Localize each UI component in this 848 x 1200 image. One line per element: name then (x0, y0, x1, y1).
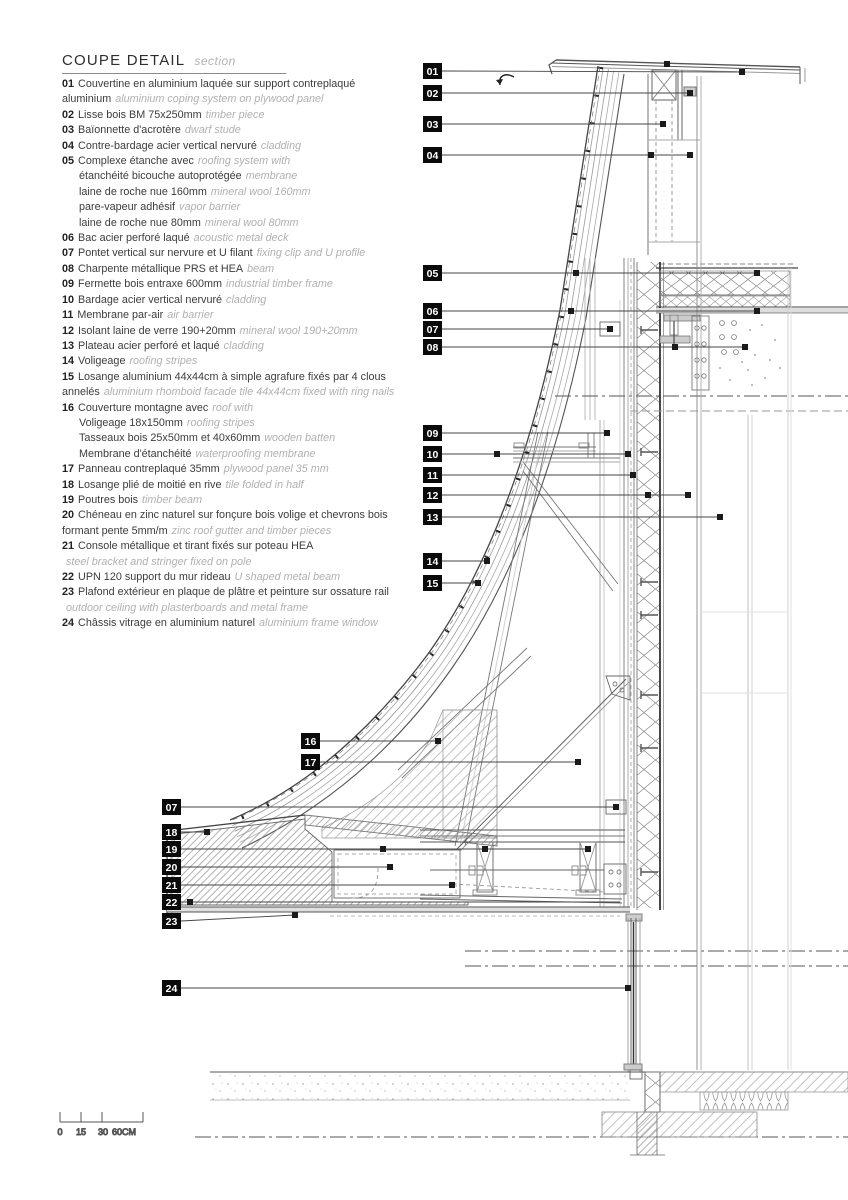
legend-item-english: zinc roof gutter and timber pieces (171, 524, 332, 537)
callout-04 (423, 147, 693, 163)
callout-label: 02 (426, 88, 439, 100)
legend-item-number: 07 (62, 247, 75, 260)
legend-item-french: laine de roche nue 80mm (79, 216, 201, 229)
legend-item-number: 16 (62, 401, 75, 414)
legend-item-number: 09 (62, 278, 75, 291)
legend-item (62, 478, 430, 493)
legend-item-english: acoustic metal deck (193, 232, 289, 245)
legend-item-french: Bardage acier vertical nervuré (78, 293, 223, 306)
legend-item-english: mineral wool 80mm (204, 216, 299, 229)
legend-item-english: roofing stripes (186, 416, 255, 429)
legend-item-english: plywood panel 35 mm (223, 463, 329, 476)
legend-item-french: Lisse bois BM 75x250mm (78, 108, 202, 121)
callout-label: 17 (304, 757, 317, 769)
callout-label: 07 (165, 802, 178, 814)
callout-23 (162, 912, 298, 929)
legend-item-english: steel bracket and stringer fixed on pole (66, 555, 252, 568)
legend-item (62, 277, 430, 292)
flow-arrow-icon (496, 75, 514, 85)
legend-item-number: 08 (62, 262, 75, 275)
title-block (62, 52, 286, 74)
facade-wall (585, 258, 664, 910)
legend-item-number: 17 (62, 463, 75, 476)
callout-09 (423, 425, 610, 441)
flat-roof (656, 264, 848, 313)
legend-item-french: Bac acier perforé laqué (78, 232, 190, 245)
callout-label: 18 (165, 827, 178, 839)
legend-item-english: aluminium coping system on plywood panel (115, 93, 324, 106)
legend-item (62, 524, 430, 539)
legend-item-french: formant pente 5mm/m (62, 524, 168, 537)
legend-item-english: fixing clip and U profile (256, 247, 366, 260)
legend-item-french: Couverture montagne avec (78, 401, 209, 414)
legend-item-french: Couvertine en aluminium laquée sur support contreplaqué (78, 78, 356, 90)
legend-item (62, 92, 430, 107)
legend-item (62, 601, 430, 616)
legend-item-french: Baïonnette d'acrotère (78, 124, 181, 137)
legend-item-english: cladding (260, 139, 302, 152)
legend-item-number: 02 (62, 108, 75, 121)
legend-item-french: Losange plié de moitié en rive (78, 478, 222, 491)
legend-item-english: vapor barrier (179, 201, 241, 214)
scale-label: 15 (75, 1127, 87, 1137)
legend-item (62, 447, 430, 462)
page-subtitle: section (194, 54, 236, 68)
legend-item-number: 18 (62, 478, 75, 491)
callout-label: 08 (426, 342, 439, 354)
callout-08 (423, 339, 748, 355)
callout-label: 07 (426, 324, 439, 336)
legend-item-french: Plateau acier perforé et laqué (78, 339, 220, 352)
legend-item-french: laine de roche nue 160mm (79, 185, 207, 198)
legend-item (62, 493, 430, 508)
legend (62, 77, 430, 632)
legend-item-number: 10 (62, 293, 75, 306)
legend-item (62, 539, 430, 554)
legend-item-english: wooden batten (264, 432, 336, 445)
window-frame (624, 914, 642, 1079)
legend-item (62, 354, 430, 369)
callout-label: 12 (426, 490, 439, 502)
legend-item (62, 416, 430, 431)
legend-item-number: 13 (62, 339, 75, 352)
legend-item-number: 15 (62, 370, 75, 383)
legend-item (62, 185, 430, 200)
steel-connection (660, 315, 781, 390)
legend-item-number: 03 (62, 124, 75, 137)
legend-item-french: Fermette bois entraxe 600mm (78, 278, 223, 291)
callout-label: 09 (426, 428, 439, 440)
legend-item-english: cladding (226, 293, 267, 306)
legend-item-english: industrial timber frame (226, 278, 333, 291)
legend-item-number: 21 (62, 540, 75, 553)
callout-label: 01 (426, 66, 439, 78)
legend-item (62, 246, 430, 261)
ground-foundation (210, 1072, 848, 1155)
legend-item-english: waterproofing membrane (195, 447, 316, 460)
legend-item (62, 262, 430, 277)
legend-item (62, 324, 430, 339)
legend-item-english: aluminium rhomboid facade tile 44x44cm fixed with ring nails (103, 386, 395, 399)
legend-item (62, 508, 430, 523)
legend-item-french: étanchéité bicouche autoprotégée (79, 170, 242, 183)
legend-item-english: timber piece (205, 108, 265, 121)
legend-item-french: Membrane par-air (77, 309, 164, 322)
legend-item-english: mineral wool 190+20mm (239, 324, 358, 337)
legend-item-english: mineral wool 160mm (210, 185, 311, 198)
legend-item-number: 14 (62, 355, 75, 368)
callout-15 (423, 575, 481, 591)
legend-item-number: 05 (62, 155, 75, 168)
legend-item (62, 77, 430, 92)
legend-item-english: cladding (223, 339, 264, 352)
legend-item (62, 169, 430, 184)
legend-item-french: Isolant laine de verre 190+20mm (78, 324, 236, 337)
scale-label: 30 (97, 1127, 109, 1137)
callout-label: 15 (426, 578, 439, 590)
legend-item-english: beam (247, 262, 275, 275)
legend-item-french: Voligeage (78, 355, 126, 368)
callout-label: 10 (426, 449, 439, 461)
legend-item (62, 293, 430, 308)
legend-item-french: Pontet vertical sur nervure et U filant (78, 247, 253, 260)
legend-item-number: 23 (62, 586, 75, 599)
callout-13 (423, 509, 723, 525)
legend-item-english: tile folded in half (225, 478, 304, 491)
callout-14 (423, 553, 490, 569)
plywood-panel (322, 710, 497, 838)
legend-item-french: Charpente métallique PRS et HEA (78, 262, 244, 275)
legend-item-english: outdoor ceiling with plasterboards and metal frame (66, 601, 308, 614)
scale-label: 0 (57, 1127, 63, 1137)
legend-item (62, 401, 430, 416)
legend-item-french: annelés (62, 386, 100, 399)
legend-item (62, 570, 430, 585)
legend-item (62, 231, 430, 246)
legend-item-number: 01 (62, 78, 75, 90)
legend-item (62, 139, 430, 154)
page-title: COUPE DETAIL (62, 52, 186, 69)
legend-item-french: Console métallique et tirant fixés sur poteau HEA (78, 540, 314, 553)
scale-label: 60CM (112, 1127, 137, 1137)
legend-item-number: 24 (62, 617, 75, 630)
legend-item (62, 431, 430, 446)
callout-label: 04 (426, 150, 439, 162)
legend-item-french: Tasseaux bois 25x50mm et 40x60mm (79, 432, 261, 445)
callout-label: 14 (426, 556, 439, 568)
callout-label: 24 (165, 983, 178, 995)
legend-item-english: timber beam (142, 493, 203, 506)
legend-item (62, 616, 430, 631)
callout-03 (423, 116, 666, 132)
legend-item (62, 462, 430, 477)
legend-item-french: UPN 120 support du mur rideau (78, 571, 231, 583)
legend-item (62, 200, 430, 215)
callout-label: 06 (426, 306, 439, 318)
legend-item (62, 555, 430, 570)
legend-item-french: Membrane d'étanchéité (79, 447, 192, 460)
callout-24 (162, 980, 631, 996)
callout-label: 22 (165, 897, 178, 909)
legend-item-french: pare-vapeur adhésif (79, 201, 176, 214)
legend-item-english: dwarf stude (184, 124, 241, 137)
legend-item-english: roofing system with (197, 155, 291, 168)
legend-item-number: 04 (62, 139, 75, 152)
legend-item-english: roofing stripes (129, 355, 198, 368)
legend-item-number: 06 (62, 232, 75, 245)
legend-item-french: Losange aluminium 44x44cm à simple agrafure fixés par 4 clous (78, 370, 386, 383)
callout-label: 21 (165, 880, 178, 892)
callout-label: 11 (426, 470, 439, 482)
legend-item (62, 154, 430, 169)
background-columns (697, 76, 791, 1070)
legend-item-english: U shaped metal beam (234, 571, 341, 583)
legend-item-number: 20 (62, 509, 75, 522)
legend-item-english: membrane (245, 170, 298, 183)
legend-item (62, 339, 430, 354)
legend-item-number: 12 (62, 324, 75, 337)
legend-item-french: Plafond extérieur en plaque de plâtre et peinture sur ossature rail (78, 586, 389, 599)
legend-item-french: aluminium (62, 93, 112, 106)
callout-label: 16 (304, 736, 317, 748)
legend-item-english: air barrier (167, 309, 214, 322)
parapet-coping (549, 60, 805, 255)
callout-label: 20 (165, 862, 178, 874)
callout-label: 19 (165, 844, 178, 856)
legend-item-french: Voligeage 18x150mm (79, 416, 183, 429)
legend-item-english: roof with (212, 401, 254, 414)
legend-item-french: Contre-bardage acier vertical nervuré (78, 139, 257, 152)
legend-item (62, 216, 430, 231)
legend-item-french: Chéneau en zinc naturel sur fonçure bois volige et chevrons bois (78, 509, 388, 522)
legend-item-english: aluminium frame window (259, 617, 378, 630)
legend-item-number: 19 (62, 493, 75, 506)
legend-item-french: Poutres bois (78, 493, 139, 506)
scale-bar (57, 1112, 143, 1137)
callout-label: 13 (426, 512, 439, 524)
legend-item-french: Châssis vitrage en aluminium naturel (78, 617, 256, 630)
legend-item (62, 108, 430, 123)
callout-label: 03 (426, 119, 439, 131)
legend-item-number: 22 (62, 571, 75, 583)
legend-item (62, 308, 430, 323)
legend-item (62, 585, 430, 600)
callout-16 (301, 733, 441, 749)
legend-item (62, 370, 430, 385)
legend-item-french: Panneau contreplaqué 35mm (78, 463, 220, 476)
callout-label: 23 (165, 916, 178, 928)
legend-item (62, 123, 430, 138)
legend-item (62, 385, 430, 400)
legend-item-french: Complexe étanche avec (78, 155, 194, 168)
legend-item-number: 11 (62, 309, 74, 322)
callout-label: 05 (426, 268, 439, 280)
